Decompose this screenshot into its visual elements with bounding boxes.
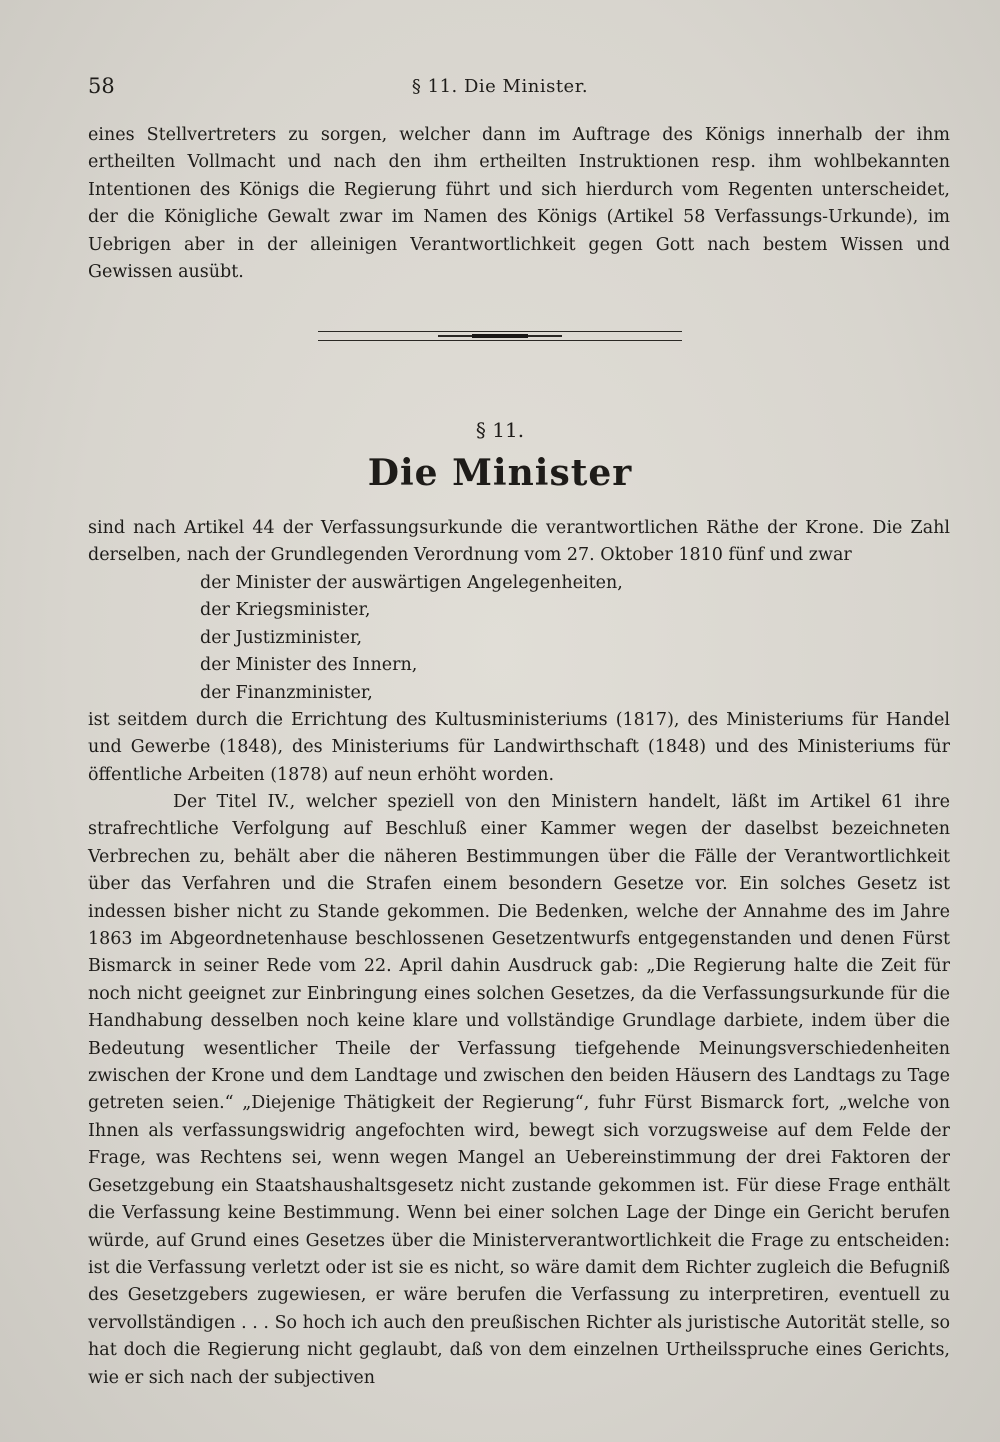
paragraph-continuation: eines Stellvertreters zu sorgen, welcher dann im Auftrage des Königs innerhalb der ihm ertheilten Vollmacht und nach den ihm ertheilten Instruktionen resp. ihm wohlbekannten Intentionen des Königs die Regierung führt und sich hierdurch vom Regenten unterscheidet, der die Königliche Gewalt zwar im Namen des Königs (Artikel 58 Verfassungs-Urkunde), im Uebrigen aber in der alleinigen Verantwortlichkeit gegen Gott nach bestem Wissen und Gewissen ausübt. [88, 125, 950, 283]
ministers-list [200, 570, 623, 707]
paragraph-intro: sind nach Artikel 44 der Verfassungsurkunde die verantwortlichen Räthe der Krone. Die Zahl derselben, nach der Grundlegenden Verordnung vom 27. Oktober 1810 fünf und zwar [88, 518, 950, 566]
list-item: der Minister der auswärtigen Angelegenheiten, [200, 573, 623, 593]
paragraph-ministries: ist seitdem durch die Errichtung des Kultusministeriums (1817), des Ministeriums für Handel und Gewerbe (1848), des Ministeriums für Landwirthschaft (1848) und des Ministeriums für öffentliche Arbeiten (1878) auf neun erhöht worden. [88, 710, 950, 785]
paragraph-title-iv: Der Titel IV., welcher speziell von den Ministern handelt, läßt im Artikel 61 ihre strafrechtliche Verfolgung auf Beschluß einer Kammer wegen der daselbst bezeichneten Verbrechen zu, behält aber die näheren Bestimmungen über die Fälle der Verantwortlichkeit über das Verfahren und die Strafen einem besondern Gesetze vor. Ein solches Gesetz ist indessen bisher nicht zu Stande gekommen. Die Bedenken, welche der Annahme des im Jahre 1863 im Abgeordnetenhause beschlossenen Gesetzentwurfs entgegenstanden und denen Fürst Bismarck in seiner Rede vom 22. April dahin Ausdruck gab: „Die Regierung halte die Zeit für noch nicht geeignet zur Einbringung eines solchen Gesetzes, da die Verfassungsurkunde für die Handhabung desselben noch keine klare und vollständige Grundlage darbiete, indem über die Bedeutung wesentlicher Theile der Verfassung tiefgehende Meinungsverschiedenheiten zwischen der Krone und dem Landtage und zwischen den beiden Häusern des Landtags zu Tage getreten seien.“ „Diejenige Thätigkeit der Regierung“, fuhr Fürst Bismarck fort, „welche von Ihnen als verfassungswidrig angefochten wird, bewegt sich vorzugsweise auf dem Felde der Frage, was Rechtens sei, wenn wegen Mangel an Uebereinstimmung der drei Faktoren der Gesetzgebung ein Staatshaushaltsgesetz nicht zustande gekommen ist. Für diese Frage enthält die Verfassung keine Bestimmung. Wenn bei einer solchen Lage der Dinge ein Gericht berufen würde, auf Grund eines Gesetzes über die Ministerverantwortlichkeit die Frage zu entscheiden: ist die Verfassung verletzt oder ist sie es nicht, so wäre damit dem Richter zugleich die Befugniß des Gesetzgebers zugewiesen, er wäre berufen die Verfassung zu interpretiren, eventuell zu vervollständigen . . . So hoch ich auch den preußischen Richter als juristische Autorität stelle, so hat doch die Regierung nicht geglaubt, daß von dem einzelnen Urtheilsspruche eines Gerichts, wie er sich nach der subjectiven [88, 792, 950, 1388]
section-number: § 11. [475, 418, 525, 442]
list-item: der Finanzminister, [200, 682, 373, 703]
ornamental-rule [318, 330, 682, 342]
section-title: Die Minister [367, 452, 633, 494]
running-head: § 11. Die Minister. [411, 76, 589, 97]
list-item: der Kriegsminister, [200, 600, 371, 621]
list-item: der Minister des Innern, [200, 655, 418, 676]
list-item: der Justizminister, [200, 627, 363, 648]
page-header [88, 74, 912, 104]
page-number: 58 [88, 74, 115, 98]
